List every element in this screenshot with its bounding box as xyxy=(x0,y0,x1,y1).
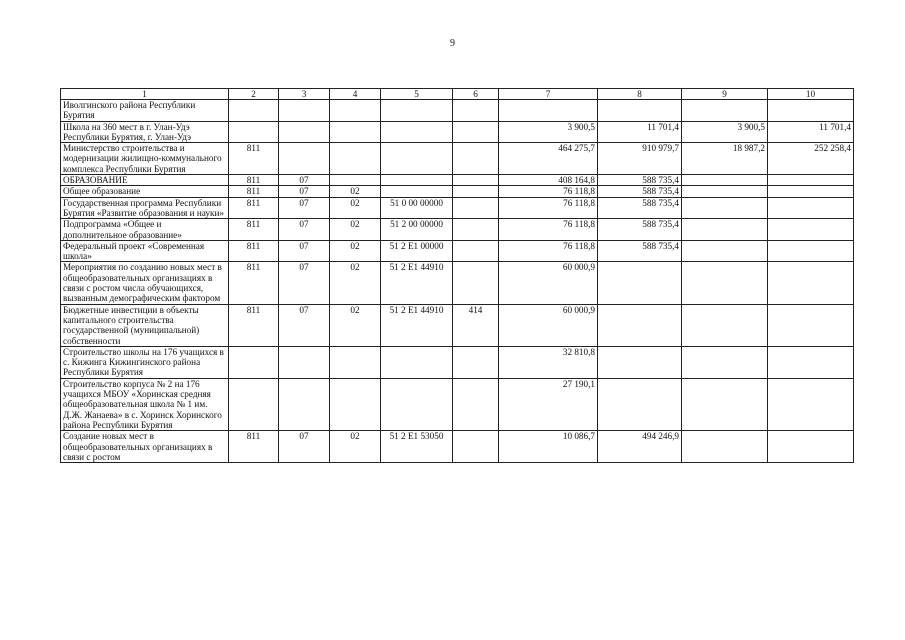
table-row xyxy=(61,121,854,143)
target-article-cell xyxy=(381,100,453,122)
table-row xyxy=(61,197,854,219)
admin-code-cell xyxy=(229,378,279,430)
row-name-cell: Государственная программа Республики Бурятия «Развитие образования и науки» xyxy=(61,197,229,219)
budget-table xyxy=(60,88,854,463)
amount-col7-cell: 76 118,8 xyxy=(499,219,598,241)
row-name-cell: Строительство школы на 176 учащихся в с. Кижинга Кижингинского района Республики Бурятия xyxy=(61,346,229,378)
row-name-cell: Школа на 360 мест в г. Улан-Удэ Республики Бурятия, г. Улан-Удэ xyxy=(61,121,229,143)
table-row xyxy=(61,219,854,241)
admin-code-cell: 811 xyxy=(229,262,279,304)
table-row xyxy=(61,240,854,262)
admin-code-cell: 811 xyxy=(229,175,279,186)
target-article-cell: 51 2 00 00000 xyxy=(381,219,453,241)
section-cell xyxy=(279,100,330,122)
amount-col9-cell xyxy=(682,431,768,463)
subsection-cell xyxy=(330,175,381,186)
amount-col8-cell xyxy=(598,262,682,304)
amount-col9-cell xyxy=(682,240,768,262)
subsection-cell: 02 xyxy=(330,304,381,346)
expense-type-cell xyxy=(453,121,499,143)
table-row xyxy=(61,431,854,463)
amount-col7-cell: 76 118,8 xyxy=(499,186,598,197)
expense-type-cell xyxy=(453,143,499,175)
amount-col10-cell xyxy=(768,346,854,378)
amount-col9-cell xyxy=(682,197,768,219)
amount-col7-cell: 76 118,8 xyxy=(499,240,598,262)
target-article-cell xyxy=(381,378,453,430)
amount-col9-cell xyxy=(682,219,768,241)
admin-code-cell: 811 xyxy=(229,431,279,463)
amount-col7-cell: 3 900,5 xyxy=(499,121,598,143)
row-name-cell: Министерство строительства и модернизации жилищно-коммунального комплекса Республики Бурятия xyxy=(61,143,229,175)
admin-code-cell xyxy=(229,346,279,378)
row-name-cell: Подпрограмма «Общее и дополнительное образование» xyxy=(61,219,229,241)
target-article-cell xyxy=(381,121,453,143)
section-cell: 07 xyxy=(279,431,330,463)
section-cell xyxy=(279,143,330,175)
amount-col10-cell xyxy=(768,431,854,463)
section-cell: 07 xyxy=(279,175,330,186)
subsection-cell: 02 xyxy=(330,431,381,463)
amount-col10-cell xyxy=(768,100,854,122)
amount-col7-cell: 408 164,8 xyxy=(499,175,598,186)
amount-col7-cell: 60 000,9 xyxy=(499,304,598,346)
subsection-cell xyxy=(330,100,381,122)
amount-col8-cell: 588 735,4 xyxy=(598,240,682,262)
row-name-cell: Мероприятия по созданию новых мест в общеобразовательных организациях в связи с ростом числа обучающихся, вызванным демографическим фактором xyxy=(61,262,229,304)
column-header: 8 xyxy=(598,89,682,100)
page-number: 9 xyxy=(450,38,455,49)
amount-col8-cell: 588 735,4 xyxy=(598,186,682,197)
amount-col9-cell xyxy=(682,100,768,122)
amount-col7-cell: 27 190,1 xyxy=(499,378,598,430)
section-cell: 07 xyxy=(279,304,330,346)
column-header: 6 xyxy=(453,89,499,100)
amount-col10-cell xyxy=(768,378,854,430)
admin-code-cell: 811 xyxy=(229,197,279,219)
admin-code-cell: 811 xyxy=(229,240,279,262)
target-article-cell: 51 0 00 00000 xyxy=(381,197,453,219)
column-header: 1 xyxy=(61,89,229,100)
table-row xyxy=(61,143,854,175)
target-article-cell: 51 2 E1 44910 xyxy=(381,304,453,346)
table-row xyxy=(61,378,854,430)
amount-col10-cell xyxy=(768,219,854,241)
subsection-cell xyxy=(330,346,381,378)
amount-col7-cell: 464 275,7 xyxy=(499,143,598,175)
subsection-cell xyxy=(330,378,381,430)
expense-type-cell xyxy=(453,240,499,262)
amount-col9-cell xyxy=(682,262,768,304)
expense-type-cell xyxy=(453,262,499,304)
amount-col8-cell: 494 246,9 xyxy=(598,431,682,463)
subsection-cell: 02 xyxy=(330,219,381,241)
row-name-cell: Строительство корпуса № 2 на 176 учащихся МБОУ «Хоринская средняя общеобразовательная школа № 1 им. Д.Ж. Жанаева» в с. Хоринск Хоринского района Республики Бурятия xyxy=(61,378,229,430)
amount-col8-cell xyxy=(598,100,682,122)
subsection-cell xyxy=(330,143,381,175)
amount-col8-cell xyxy=(598,378,682,430)
expense-type-cell: 414 xyxy=(453,304,499,346)
row-name-cell: Федеральный проект «Современная школа» xyxy=(61,240,229,262)
amount-col8-cell: 588 735,4 xyxy=(598,175,682,186)
amount-col7-cell: 76 118,8 xyxy=(499,197,598,219)
target-article-cell xyxy=(381,143,453,175)
amount-col10-cell: 11 701,4 xyxy=(768,121,854,143)
target-article-cell: 51 2 E1 53050 xyxy=(381,431,453,463)
target-article-cell xyxy=(381,186,453,197)
amount-col7-cell: 10 086,7 xyxy=(499,431,598,463)
expense-type-cell xyxy=(453,219,499,241)
column-header: 4 xyxy=(330,89,381,100)
column-header: 7 xyxy=(499,89,598,100)
section-cell xyxy=(279,121,330,143)
expense-type-cell xyxy=(453,175,499,186)
admin-code-cell xyxy=(229,100,279,122)
section-cell: 07 xyxy=(279,186,330,197)
admin-code-cell xyxy=(229,121,279,143)
expense-type-cell xyxy=(453,346,499,378)
table-row xyxy=(61,304,854,346)
row-name-cell: Создание новых мест в общеобразовательных организациях в связи с ростом xyxy=(61,431,229,463)
table-row xyxy=(61,175,854,186)
column-header: 9 xyxy=(682,89,768,100)
expense-type-cell xyxy=(453,100,499,122)
row-name-cell: ОБРАЗОВАНИЕ xyxy=(61,175,229,186)
amount-col8-cell: 910 979,7 xyxy=(598,143,682,175)
expense-type-cell xyxy=(453,431,499,463)
section-cell: 07 xyxy=(279,219,330,241)
section-cell: 07 xyxy=(279,262,330,304)
expense-type-cell xyxy=(453,186,499,197)
amount-col8-cell: 588 735,4 xyxy=(598,219,682,241)
subsection-cell: 02 xyxy=(330,186,381,197)
target-article-cell xyxy=(381,346,453,378)
table-row xyxy=(61,262,854,304)
amount-col9-cell xyxy=(682,175,768,186)
row-name-cell: Общее образование xyxy=(61,186,229,197)
admin-code-cell: 811 xyxy=(229,186,279,197)
column-header: 10 xyxy=(768,89,854,100)
amount-col7-cell: 60 000,9 xyxy=(499,262,598,304)
target-article-cell: 51 2 E1 00000 xyxy=(381,240,453,262)
expense-type-cell xyxy=(453,197,499,219)
section-cell xyxy=(279,346,330,378)
section-cell xyxy=(279,378,330,430)
column-header: 3 xyxy=(279,89,330,100)
target-article-cell xyxy=(381,175,453,186)
amount-col10-cell xyxy=(768,262,854,304)
subsection-cell: 02 xyxy=(330,262,381,304)
amount-col8-cell: 588 735,4 xyxy=(598,197,682,219)
amount-col9-cell xyxy=(682,304,768,346)
amount-col8-cell xyxy=(598,346,682,378)
subsection-cell: 02 xyxy=(330,240,381,262)
amount-col9-cell xyxy=(682,346,768,378)
amount-col8-cell: 11 701,4 xyxy=(598,121,682,143)
subsection-cell: 02 xyxy=(330,197,381,219)
amount-col9-cell xyxy=(682,378,768,430)
column-header: 2 xyxy=(229,89,279,100)
amount-col8-cell xyxy=(598,304,682,346)
row-name-cell: Бюджетные инвестиции в объекты капитального строительства государственной (муниципальной) собственности xyxy=(61,304,229,346)
amount-col9-cell xyxy=(682,186,768,197)
expense-type-cell xyxy=(453,378,499,430)
amount-col7-cell: 32 810,8 xyxy=(499,346,598,378)
column-header: 5 xyxy=(381,89,453,100)
amount-col9-cell: 18 987,2 xyxy=(682,143,768,175)
section-cell: 07 xyxy=(279,197,330,219)
amount-col10-cell: 252 258,4 xyxy=(768,143,854,175)
target-article-cell: 51 2 E1 44910 xyxy=(381,262,453,304)
section-cell: 07 xyxy=(279,240,330,262)
admin-code-cell: 811 xyxy=(229,304,279,346)
amount-col10-cell xyxy=(768,186,854,197)
amount-col9-cell: 3 900,5 xyxy=(682,121,768,143)
admin-code-cell: 811 xyxy=(229,143,279,175)
amount-col10-cell xyxy=(768,240,854,262)
amount-col10-cell xyxy=(768,197,854,219)
table-row xyxy=(61,186,854,197)
row-name-cell: Иволгинского района Республики Бурятия xyxy=(61,100,229,122)
table-row xyxy=(61,346,854,378)
amount-col10-cell xyxy=(768,175,854,186)
table-row xyxy=(61,100,854,122)
amount-col7-cell xyxy=(499,100,598,122)
admin-code-cell: 811 xyxy=(229,219,279,241)
table-header-row xyxy=(61,89,854,100)
subsection-cell xyxy=(330,121,381,143)
amount-col10-cell xyxy=(768,304,854,346)
